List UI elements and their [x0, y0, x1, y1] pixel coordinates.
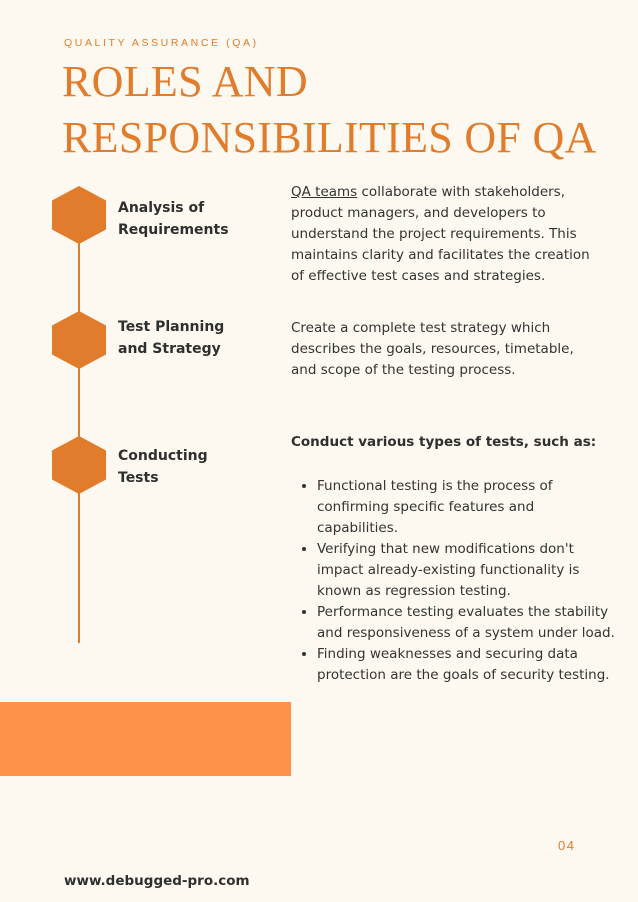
hexagon-marker-2 [52, 311, 106, 369]
qa-teams-link[interactable]: QA teams [291, 184, 358, 200]
list-item: • Verifying that new modifications don't impact already-existing functionality is known as regression testing. [317, 539, 617, 602]
step-1-description-text: collaborate with stakeholders, product managers, and developers to understand the project requirements. This maintains clarity and facilitates the creation of effective test cases and strategies. [291, 184, 590, 284]
tests-subheading: Conduct various types of tests, such as: [291, 434, 597, 450]
title-line-2: RESPONSIBILITIES OF QA [62, 113, 597, 162]
step-1-description [291, 182, 591, 287]
step-2-label-line-1: Test Planning [118, 319, 225, 335]
step-2-description: Create a complete test strategy which describes the goals, resources, timetable, and scope of the testing process. [291, 320, 574, 378]
timeline-line [78, 215, 80, 643]
page-title [62, 54, 597, 166]
step-3-label-line-1: Conducting [118, 448, 208, 464]
decorative-orange-bar [0, 702, 291, 776]
hexagon-marker-3 [52, 436, 106, 494]
list-item: • Finding weaknesses and securing data protection are the goals of security testing. [317, 644, 617, 686]
step-label-requirements [118, 197, 268, 241]
list-item: • Functional testing is the process of confirming specific features and capabilities. [317, 476, 617, 539]
list-item: • Performance testing evaluates the stability and responsiveness of a system under load. [317, 602, 617, 644]
website-link[interactable]: www.debugged-pro.com [64, 873, 250, 889]
step-label-planning [118, 316, 268, 360]
step-3-label-line-2: Tests [118, 470, 159, 486]
page-number: 04 [558, 838, 576, 853]
title-line-1: ROLES AND [62, 57, 308, 106]
step-1-label-line-1: Analysis of [118, 200, 205, 216]
step-2-label-line-2: and Strategy [118, 341, 221, 357]
eyebrow-label: QUALITY ASSURANCE (QA) [64, 37, 259, 49]
tests-bullet-list [291, 476, 617, 686]
hexagon-marker-1 [52, 186, 106, 244]
step-label-conducting [118, 445, 268, 489]
step-1-label-line-2: Requirements [118, 222, 229, 238]
